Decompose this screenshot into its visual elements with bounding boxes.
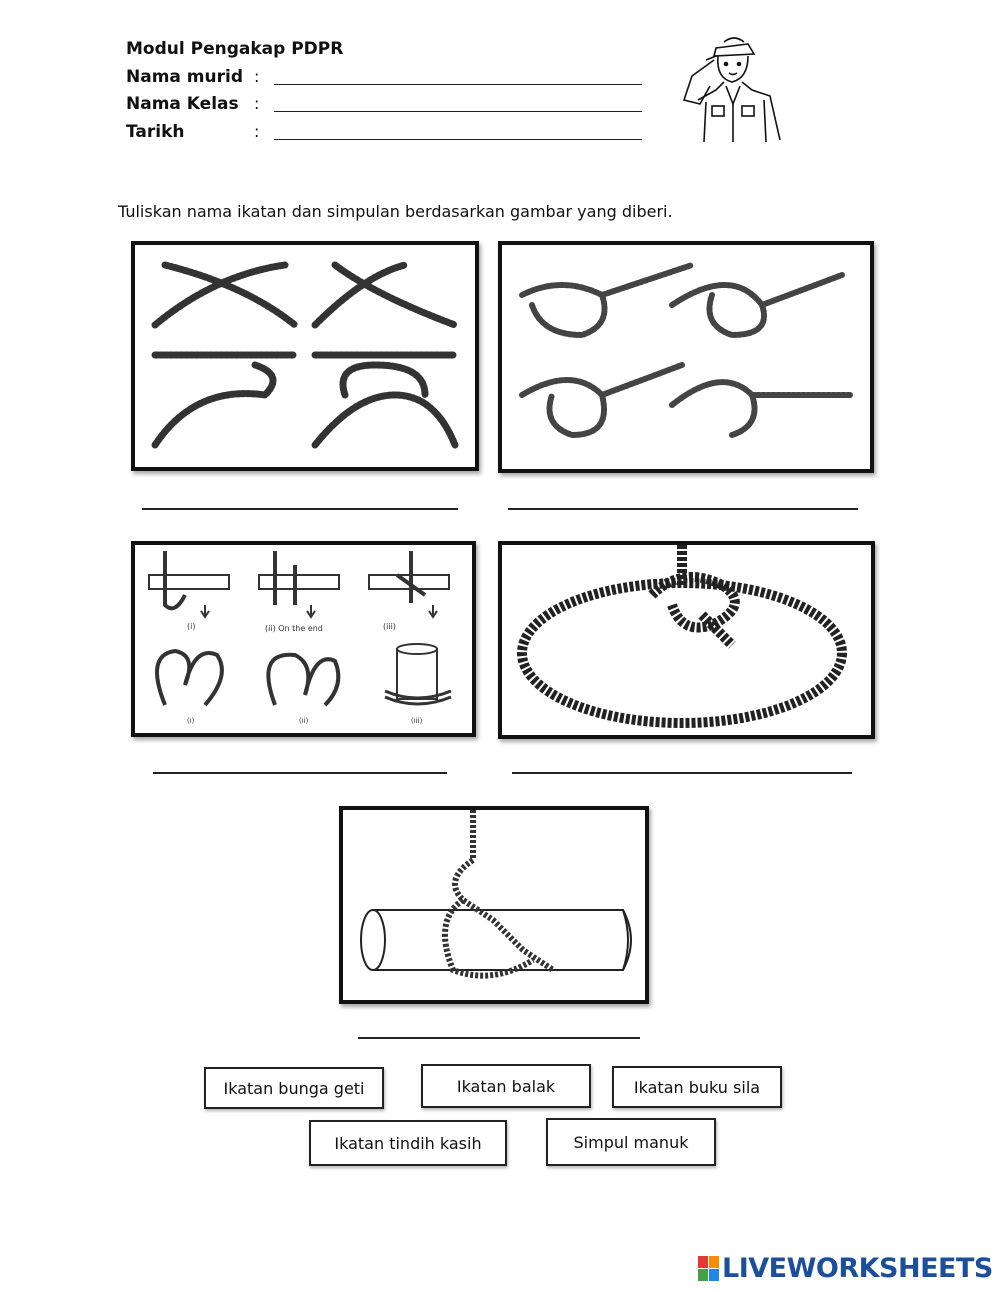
field-colon: : (254, 67, 260, 86)
nama-kelas-field[interactable] (274, 111, 642, 112)
module-title: Modul Pengakap PDPR (126, 39, 344, 59)
caption-on-end: (ii) On the end (265, 624, 323, 633)
tarikh-field[interactable] (274, 139, 642, 140)
word-bank-chip[interactable]: Ikatan balak (421, 1064, 591, 1108)
caption-loop-3: (iii) (411, 717, 423, 725)
word-bank-chip[interactable]: Ikatan tindih kasih (309, 1120, 507, 1166)
instruction-text: Tuliskan nama ikatan dan simpulan berdasarkan gambar yang diberi. (118, 202, 673, 221)
knot-picture-1 (131, 241, 479, 471)
field-label-nama-murid: Nama murid (126, 67, 243, 87)
answer-line-5[interactable] (358, 1037, 640, 1039)
field-label-tarikh: Tarikh (126, 122, 185, 142)
answer-line-1[interactable] (142, 508, 458, 510)
caption-loop-1: (i) (187, 717, 195, 725)
liveworksheets-logo-icon (698, 1256, 720, 1282)
caption-step-1 (187, 622, 195, 631)
word-bank-chip[interactable]: Simpul manuk (546, 1118, 716, 1166)
caption-step-3: (iii) (383, 622, 396, 631)
svg-text:(i): (i) (187, 622, 196, 631)
caption-loop-2: (ii) (299, 717, 309, 725)
word-bank-chip[interactable]: Ikatan buku sila (612, 1066, 782, 1108)
field-colon: : (254, 94, 260, 113)
brand-name: LIVEWORKSHEETS (722, 1253, 993, 1284)
knot-picture-4 (498, 541, 875, 739)
knot-picture-5 (339, 806, 649, 1004)
field-colon: : (254, 122, 260, 141)
answer-line-3[interactable] (153, 772, 447, 774)
knot-picture-3 (131, 541, 476, 737)
answer-line-4[interactable] (512, 772, 852, 774)
nama-murid-field[interactable] (274, 84, 642, 85)
scout-salute-illustration (676, 30, 786, 146)
knot-picture-2 (498, 241, 874, 473)
field-label-nama-kelas: Nama Kelas (126, 94, 239, 114)
word-bank-chip[interactable]: Ikatan bunga geti (204, 1067, 384, 1109)
answer-line-2[interactable] (508, 508, 858, 510)
